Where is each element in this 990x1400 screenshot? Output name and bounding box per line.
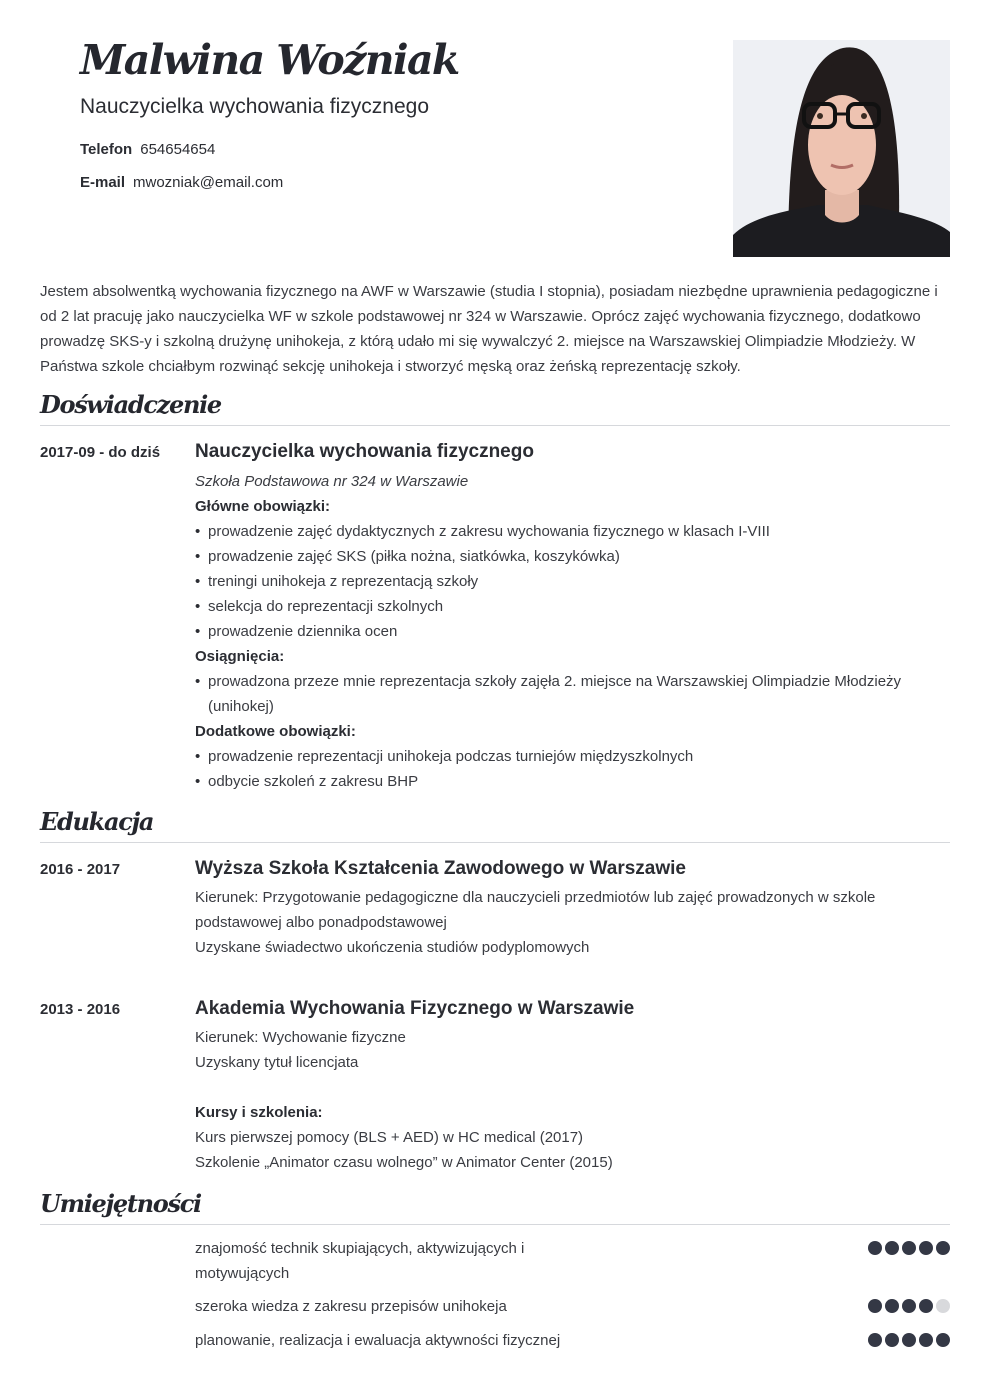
- skill-rating: [868, 1241, 950, 1255]
- email-value[interactable]: mwozniak@email.com: [133, 174, 284, 191]
- list-item: • odbycie szkoleń z zakresu BHP: [195, 769, 950, 794]
- job-title: Nauczycielka wychowania fizycznego: [80, 95, 429, 118]
- list-item: • selekcja do reprezentacji szkolnych: [195, 594, 950, 619]
- phone-label: Telefon: [80, 141, 133, 158]
- rating-dot-empty: [936, 1299, 950, 1313]
- contact-email: [80, 174, 283, 191]
- profile-photo: [733, 40, 950, 257]
- skill-name: szeroka wiedza z zakresu przepisów unihokeja: [195, 1298, 507, 1315]
- skill-name: planowanie, realizacja i ewaluacja aktywności fizycznej: [195, 1332, 561, 1349]
- experience-employer: Szkoła Podstawowa nr 324 w Warszawie: [195, 473, 469, 490]
- skill-row: [195, 1328, 950, 1353]
- list-item: • prowadzenie zajęć SKS (piłka nożna, siatkówka, koszykówka): [195, 544, 950, 569]
- rating-dot-filled: [919, 1333, 933, 1347]
- rating-dot-filled: [885, 1241, 899, 1255]
- course-item: Kurs pierwszej pomocy (BLS + AED) w HC medical (2017): [195, 1129, 584, 1146]
- duties-list: [195, 519, 950, 644]
- experience-role: Nauczycielka wychowania fizycznego: [195, 441, 534, 462]
- email-label: E-mail: [80, 174, 126, 191]
- contact-phone: [80, 141, 215, 158]
- rating-dot-filled: [868, 1299, 882, 1313]
- school-name: Akademia Wychowania Fizycznego w Warszawie: [195, 998, 635, 1019]
- experience-date: 2017-09 - do dziś: [40, 444, 161, 461]
- education-date: 2013 - 2016: [40, 1001, 121, 1018]
- rating-dot-filled: [885, 1299, 899, 1313]
- achievements-label: Osiągnięcia:: [195, 648, 285, 665]
- list-item: • treningi unihokeja z reprezentacją szkoły: [195, 569, 950, 594]
- rating-dot-filled: [868, 1241, 882, 1255]
- rating-dot-filled: [936, 1333, 950, 1347]
- extra-duties-label: Dodatkowe obowiązki:: [195, 723, 356, 740]
- rating-dot-filled: [885, 1333, 899, 1347]
- achievements-list: [195, 669, 950, 719]
- section-experience-heading: Doświadczenie: [40, 390, 950, 426]
- rating-dot-filled: [868, 1333, 882, 1347]
- profile-summary: Jestem absolwentką wychowania fizycznego na AWF w Warszawie (studia I stopnia), posiadam niezbędne uprawnienia pedagogiczne i od 2 lat pracuję jako nauczycielka WF w szkole podstawowej nr 324 w Warszawie. Oprócz zajęć wychowania fizycznego, dodatkowo prowadzę SKS-y i szkolną drużynę unihokeja, z którą udało mi się wywalczyć 2. miejsce na Warszawskiej Olimpiadzie Młodzieży. W Państwa szkole chciałbym rozwinąć sekcję unihokeja i stworzyć męską oraz żeńską reprezentację szkoły.: [40, 283, 938, 375]
- education-result: Uzyskane świadectwo ukończenia studiów podyplomowych: [195, 939, 590, 956]
- rating-dot-filled: [919, 1241, 933, 1255]
- courses-label: Kursy i szkolenia:: [195, 1104, 323, 1121]
- education-body: [195, 857, 950, 960]
- portrait-image: [733, 40, 950, 257]
- candidate-name: Malwina Woźniak: [80, 36, 459, 84]
- list-item: • prowadzona przeze mnie reprezentacja szkoły zajęła 2. miejsce na Warszawskiej Olimpiadzie Młodzieży (unihokej): [195, 669, 950, 719]
- course-item: Szkolenie „Animator czasu wolnego” w Animator Center (2015): [195, 1154, 613, 1171]
- rating-dot-filled: [936, 1241, 950, 1255]
- education-result: Uzyskany tytuł licencjata: [195, 1054, 359, 1071]
- duties-label: Główne obowiązki:: [195, 498, 331, 515]
- skill-row: [195, 1294, 950, 1319]
- rating-dot-filled: [902, 1333, 916, 1347]
- skill-rating: [868, 1333, 950, 1347]
- rating-dot-filled: [919, 1299, 933, 1313]
- education-field: Kierunek: Przygotowanie pedagogiczne dla nauczycieli przedmiotów lub zajęć prowadzonych w szkole podstawowej albo ponadpodstawowej: [195, 889, 876, 931]
- skill-row: [195, 1236, 950, 1286]
- skill-name: znajomość technik skupiających, aktywizujących i motywujących: [195, 1240, 525, 1282]
- extra-duties-list: [195, 744, 950, 794]
- education-body: [195, 997, 950, 1175]
- rating-dot-filled: [902, 1241, 916, 1255]
- list-item: • prowadzenie zajęć dydaktycznych z zakresu wychowania fizycznego w klasach I-VIII: [195, 519, 950, 544]
- education-field: Kierunek: Wychowanie fizyczne: [195, 1029, 406, 1046]
- list-item: • prowadzenie dziennika ocen: [195, 619, 950, 644]
- phone-value: 654654654: [140, 141, 216, 158]
- list-item: • prowadzenie reprezentacji unihokeja podczas turniejów międzyszkolnych: [195, 744, 950, 769]
- experience-body: [195, 440, 950, 794]
- rating-dot-filled: [902, 1299, 916, 1313]
- skill-rating: [868, 1299, 950, 1313]
- section-skills-heading: Umiejętności: [40, 1189, 950, 1225]
- education-date: 2016 - 2017: [40, 861, 121, 878]
- school-name: Wyższa Szkoła Kształcenia Zawodowego w Warszawie: [195, 858, 686, 879]
- section-education-heading: Edukacja: [40, 807, 950, 843]
